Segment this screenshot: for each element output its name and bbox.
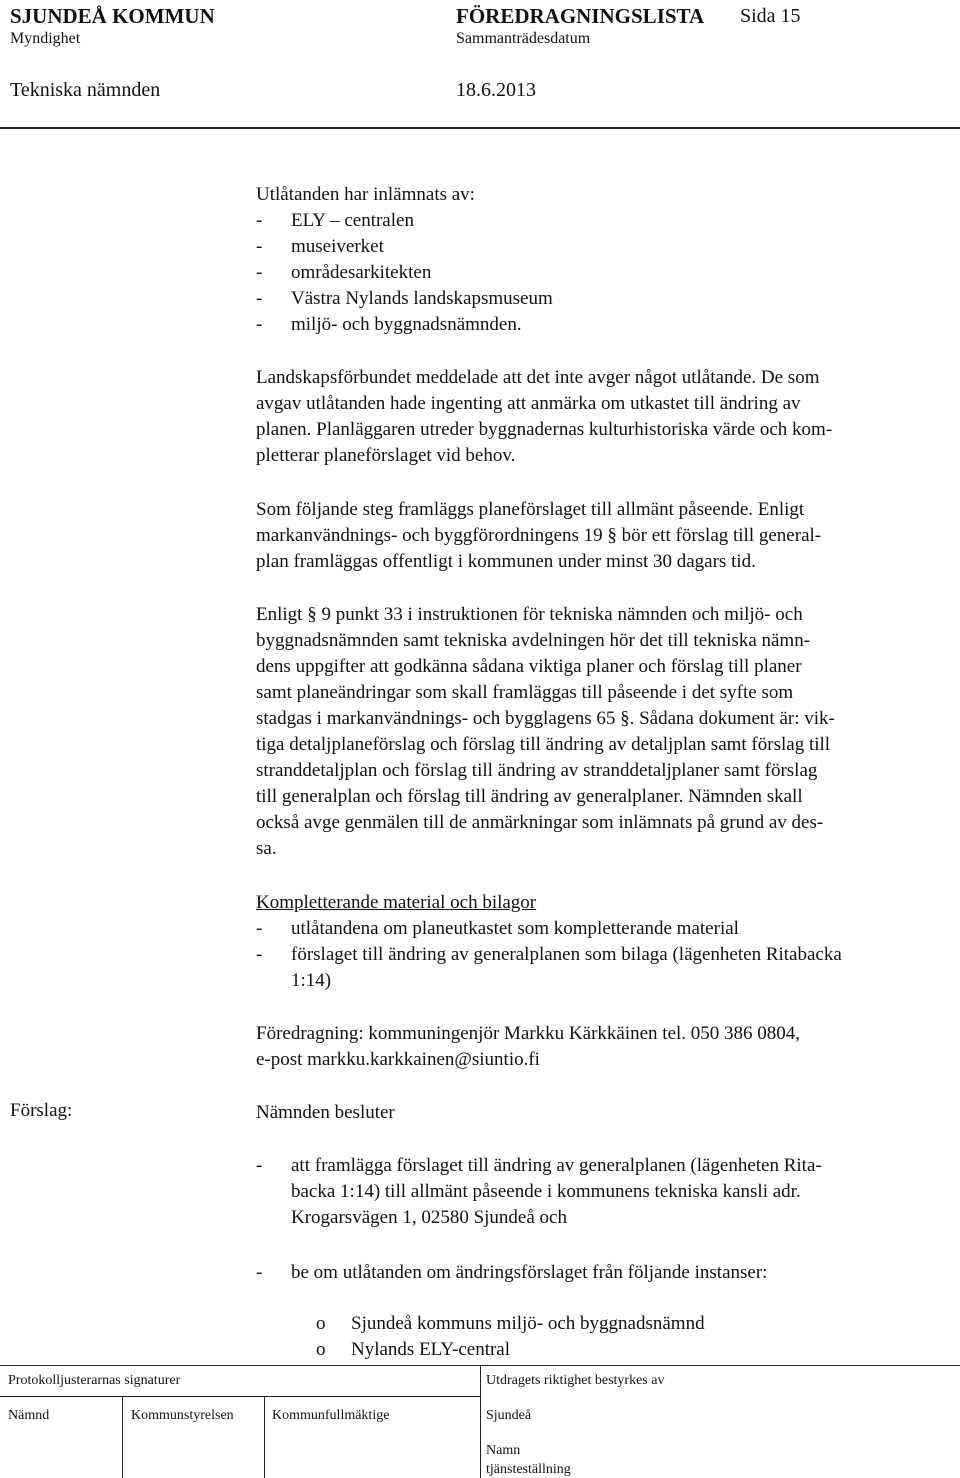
material-section [256,890,956,994]
list-item: o Nylands ELY-central [316,1339,511,1360]
document-type: FÖREDRAGNINGSLISTA [456,4,705,28]
statements-intro: Utlåtanden har inlämnats av: [256,184,475,205]
list-item: - be om utlåtanden om ändringsförslaget från följande instanser: [256,1262,768,1283]
list-item: - att framlägga förslaget till ändring av generalplanen (lägenheten Rita- backa 1:14) till allmänt påseende i kommunens tekniska kansli adr. Krogarsvägen 1, 02580 Sjundeå och [256,1155,822,1228]
authority-label: Myndighet [10,30,81,47]
proposal-item-1 [256,1153,956,1231]
footer-name-label: Namn [486,1443,521,1458]
meeting-date: 18.6.2013 [456,79,536,101]
footer-title-label: tjänsteställning [486,1462,571,1477]
statements-list [256,208,956,338]
list-item: - utlåtandena om planeutkastet som kompletterande material [256,918,739,939]
footer-namnd: Nämnd [8,1408,50,1423]
paragraph-2: Som följande steg framläggs planeförslaget till allmänt påseende. Enligt markanvändnings- och byggförordningens 19 § bör ett förslag till general- plan framläggas offentligt i kommunen under minst 30 dagars tid. [256,499,822,572]
footer-col-rule-1 [122,1396,123,1478]
proposal-label: Förslag: [10,1100,73,1121]
list-item: - förslaget till ändring av generalplanen som bilaga (lägenheten Ritabacka 1:14) [256,944,842,991]
list-item: - Västra Nylands landskapsmuseum [256,288,553,309]
org-name: SJUNDEÅ KOMMUN [10,4,215,28]
signatures-label: Protokolljusterarnas signaturer [8,1373,181,1388]
material-list [256,916,956,994]
verified-label: Utdragets riktighet bestyrkes av [486,1373,665,1388]
date-label: Sammanträdesdatum [456,30,591,47]
footer-mid-rule [0,1396,480,1397]
statements-section [256,182,956,338]
footer-kommunfullmaktige: Kommunfullmäktige [272,1408,390,1423]
list-item: - områdesarkitekten [256,262,432,283]
instances-list [316,1311,936,1363]
paragraph-3: Enligt § 9 punkt 33 i instruktionen för tekniska nämnden och miljö- och byggnadsnämnden samt tekniska avdelningen hör det till tekniska nämn- dens uppgifter att godkänna sådana viktiga planer och förslag till planer samt planeändringar som skall framläggas till påseende i det syfte som stadgas i markanvändnings- och bygglagens 65 §. Sådana dokument är: vik- tiga detaljplaneförslag och förslag till ändring av detaljplan samt förslag till stranddetaljplan och förslag till ändring av stranddetaljplaner samt förslag till generalplan och förslag till ändring av generalplaner. Nämnden skall också avge genmälen till de anmärkningar som inlämnats på grund av des- sa. [256,604,835,859]
list-item: - ELY – centralen [256,210,414,231]
proposal-item-2 [256,1260,956,1286]
material-heading: Kompletterande material och bilagor [256,892,537,913]
list-item: - miljö- och byggnadsnämnden. [256,314,522,335]
proposal-decision: Nämnden besluter [256,1102,395,1123]
footer-kommunstyrelsen: Kommunstyrelsen [131,1408,234,1423]
presenter: Föredragning: kommuningenjör Markku Kärkkäinen tel. 050 386 0804, e-post markku.karkkainen@siuntio.fi [256,1023,801,1070]
footer-place: Sjundeå [486,1408,532,1423]
authority-name: Tekniska nämnden [10,79,161,101]
page-number: Sida 15 [740,5,801,27]
list-item: o Sjundeå kommuns miljö- och byggnadsnämnd [316,1313,705,1334]
list-item: - museiverket [256,236,384,257]
footer-center-rule [480,1365,481,1478]
paragraph-1: Landskapsförbundet meddelade att det inte avger något utlåtande. De som avgav utlåtanden hade ingenting att anmärka om utkastet till ändring av planen. Planläggaren utreder byggnadernas kulturhistoriska värde och kom- pletterar planeförslaget vid behov. [256,367,833,466]
footer-col-rule-2 [264,1396,265,1478]
header-divider [0,127,960,129]
